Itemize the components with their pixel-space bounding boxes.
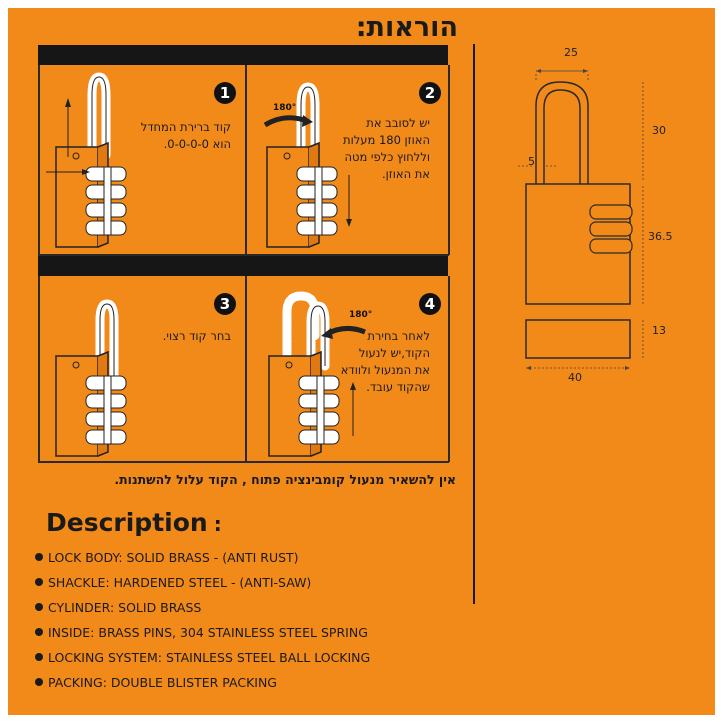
bullet-icon: [35, 678, 43, 686]
step-2-number: 2: [419, 82, 441, 104]
rotation-label: 180°: [273, 103, 297, 113]
dimension-drawing: [478, 38, 715, 398]
bullet-icon: [35, 578, 43, 586]
instructions-middle-bar: [38, 256, 448, 276]
step-2-text: יש לסובב את האוזן 180 מעלות וללחוץ כלפי מטה את האוזן.: [343, 116, 430, 181]
list-item: INSIDE: BRASS PINS, 304 STAINLESS STEEL SPRING: [35, 625, 370, 650]
dim-shackle-thickness: 5: [528, 155, 535, 168]
grid-line: [448, 65, 450, 255]
step-1-number: 1: [214, 82, 236, 104]
description-list: [35, 550, 370, 700]
page-title: הוראות:: [355, 12, 458, 43]
step-3-number: 3: [214, 293, 236, 315]
dim-body-height: 36.5: [648, 230, 673, 243]
list-item: LOCKING SYSTEM: STAINLESS STEEL BALL LOCKING: [35, 650, 370, 675]
step-4-panel: [245, 276, 448, 462]
step-1-panel: [38, 65, 245, 255]
lock-rotate-illustration: [245, 65, 365, 255]
bullet-icon: [35, 603, 43, 611]
lock-close-illustration: [245, 276, 375, 462]
step-2-panel: [245, 65, 448, 255]
step-4-text: לאחר בחירת הקוד,יש לנעול את המנעול ולוודא שהקוד עובד.: [340, 329, 430, 394]
lock-set-code-illustration: [38, 276, 148, 462]
step-4-number: 4: [419, 293, 441, 315]
dim-body-depth: 13: [652, 324, 666, 337]
bullet-icon: [35, 653, 43, 661]
bullet-icon: [35, 553, 43, 561]
bullet-icon: [35, 628, 43, 636]
dim-body-width: 40: [568, 371, 582, 384]
dim-shackle-width: 25: [564, 46, 578, 59]
warning-text: אין להשאיר מנעול קומבינציה פתוח , הקוד עלול להשתנות.: [114, 472, 456, 487]
lock-open-up-illustration: [38, 65, 148, 255]
rotation-label: 180°: [349, 310, 373, 320]
instructions-top-bar: [38, 45, 448, 65]
list-item: PACKING: DOUBLE BLISTER PACKING: [35, 675, 370, 700]
vertical-separator: [473, 44, 475, 604]
instruction-sheet: [8, 8, 715, 715]
grid-line: [448, 276, 450, 462]
list-item: CYLINDER: SOLID BRASS: [35, 600, 370, 625]
description-title: Description :: [46, 508, 222, 537]
list-item: SHACKLE: HARDENED STEEL - (ANTI-SAW): [35, 575, 370, 600]
step-3-panel: [38, 276, 245, 462]
step-3-text: בחר קוד רצוי.: [162, 329, 231, 343]
list-item: LOCK BODY: SOLID BRASS - (ANTI RUST): [35, 550, 370, 575]
dim-shackle-height: 30: [652, 124, 666, 137]
step-1-text: קוד ברירת המחדל הוא 0-0-0-0.: [140, 120, 231, 151]
